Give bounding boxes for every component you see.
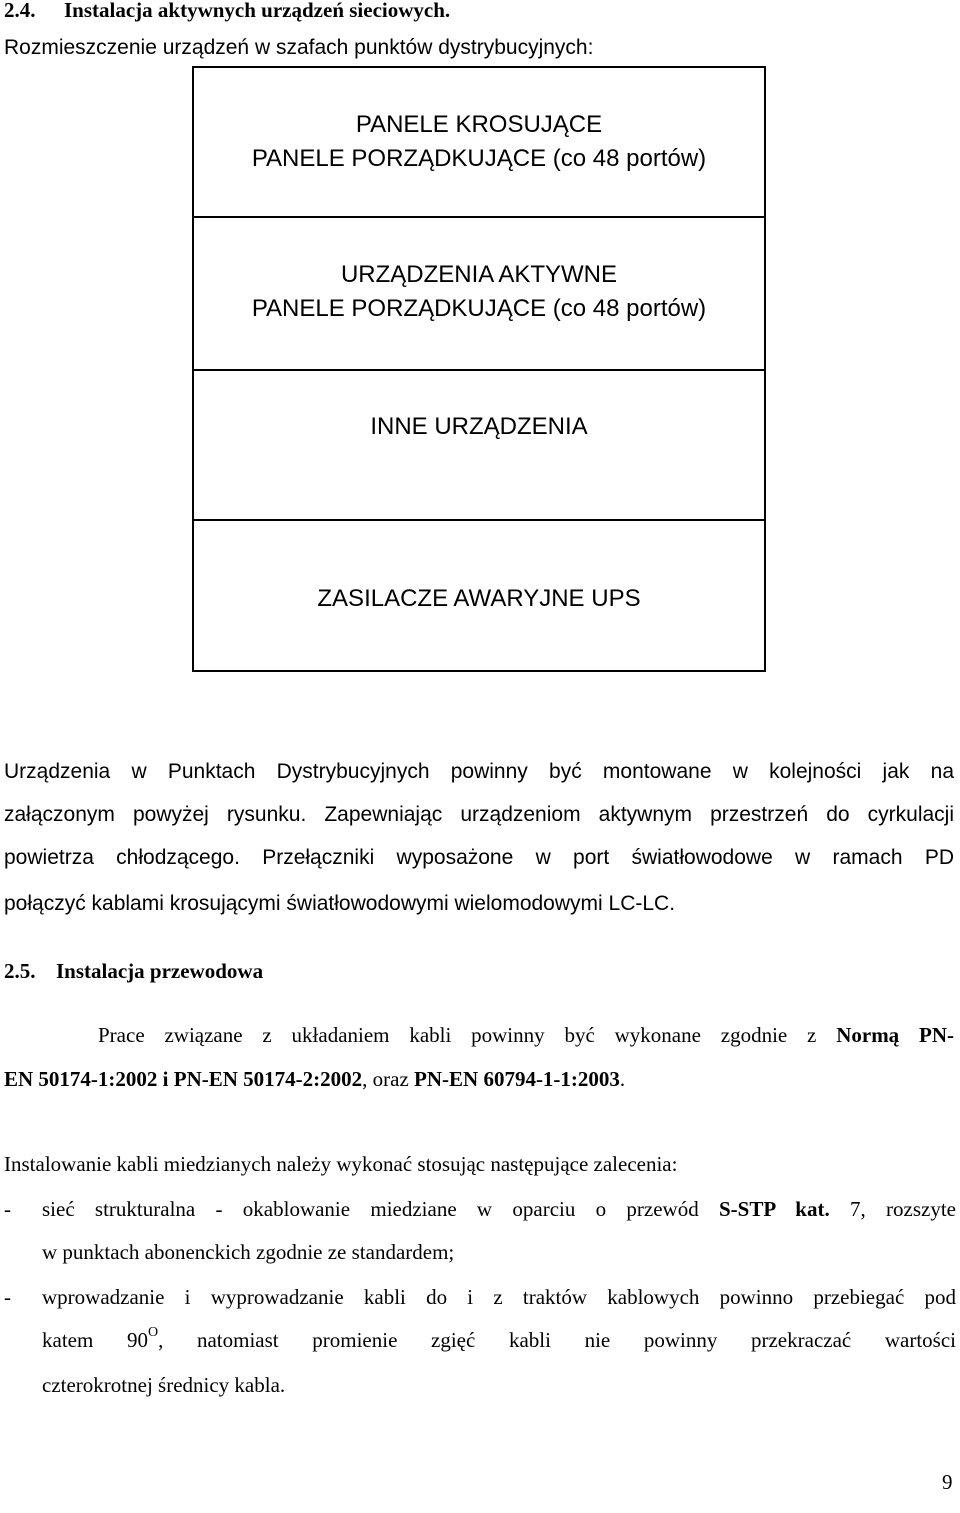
paragraph-line: powietrza chłodzącego. Przełączniki wyposażone w port światłowodowe w ramach PD — [4, 846, 954, 869]
list-item-text: , natomiast promienie zgięć kabli nie powinny przekraczać wartości — [158, 1328, 957, 1352]
rack-diagram — [192, 66, 766, 672]
paragraph-line — [4, 1067, 625, 1091]
install-intro: Instalowanie kabli miedzianych należy wykonać stosując następujące zalecenia: — [4, 1152, 678, 1176]
list-dash: - — [4, 1285, 11, 1309]
list-dash: - — [4, 1197, 11, 1221]
rack-slot-3: INNE URZĄDZENIA — [370, 413, 588, 440]
list-item-text: sieć strukturalna - okablowanie miedziane w oparciu o przewód — [42, 1197, 719, 1221]
standard-reference: EN 50174-1:2002 i PN-EN 50174-2:2002 — [4, 1067, 363, 1091]
degree-superscript: O — [147, 1325, 159, 1340]
section-heading-2-4 — [4, 0, 450, 22]
cable-type: S-STP kat. — [718, 1197, 830, 1221]
rack-divider — [194, 519, 764, 521]
section-heading-2-5 — [4, 959, 263, 983]
list-item-line: czterokrotnej średnicy kabla. — [42, 1373, 286, 1397]
rack-slot-1-line-2: PANELE PORZĄDKUJĄCE (co 48 portów) — [251, 145, 707, 172]
paragraph-text: . — [619, 1067, 626, 1091]
section-title: Instalacja aktywnych urządzeń sieciowych. — [64, 0, 451, 22]
rack-slot-2-line-1: URZĄDZENIA AKTYWNE — [340, 261, 618, 288]
list-item-line: wprowadzanie i wyprowadzanie kabli do i z traktów kablowych powinno przebiegać pod — [42, 1285, 956, 1309]
list-item-line — [42, 1325, 957, 1352]
list-item-text: katem 90 — [42, 1328, 148, 1352]
section-number: 2.5. — [4, 959, 36, 983]
standard-reference: PN-EN 60794-1-1:2003 — [414, 1067, 620, 1091]
section-number: 2.4. — [4, 0, 36, 22]
paragraph-line — [98, 1023, 954, 1047]
page-number: 9 — [942, 1470, 953, 1494]
standard-reference: Normą PN- — [836, 1023, 954, 1047]
paragraph-line: połączyć kablami krosującymi światłowodowymi wielomodowymi LC-LC. — [4, 892, 676, 915]
rack-slot-2-line-2: PANELE PORZĄDKUJĄCE (co 48 portów) — [251, 295, 707, 322]
paragraph-line: Urządzenia w Punktach Dystrybucyjnych powinny być montowane w kolejności jak na — [4, 760, 954, 783]
rack-slot-1-line-1: PANELE KROSUJĄCE — [355, 111, 603, 138]
paragraph-text: Prace związane z układaniem kabli powinny być wykonane zgodnie z — [98, 1023, 837, 1047]
rack-divider — [194, 216, 764, 218]
list-item-text: 7, rozszyte — [829, 1197, 956, 1221]
paragraph-line: załączonym powyżej rysunku. Zapewniając urządzeniom aktywnym przestrzeń do cyrkulacji — [4, 803, 954, 826]
section-title: Instalacja przewodowa — [56, 959, 264, 983]
rack-slot-4: ZASILACZE AWARYJNE UPS — [317, 585, 641, 612]
section-intro: Rozmieszczenie urządzeń w szafach punktów dystrybucyjnych: — [4, 36, 594, 59]
list-item-line: w punktach abonenckich zgodnie ze standardem; — [42, 1240, 455, 1264]
list-item-line — [42, 1197, 956, 1221]
paragraph-text: , oraz — [362, 1067, 415, 1091]
rack-divider — [194, 369, 764, 371]
